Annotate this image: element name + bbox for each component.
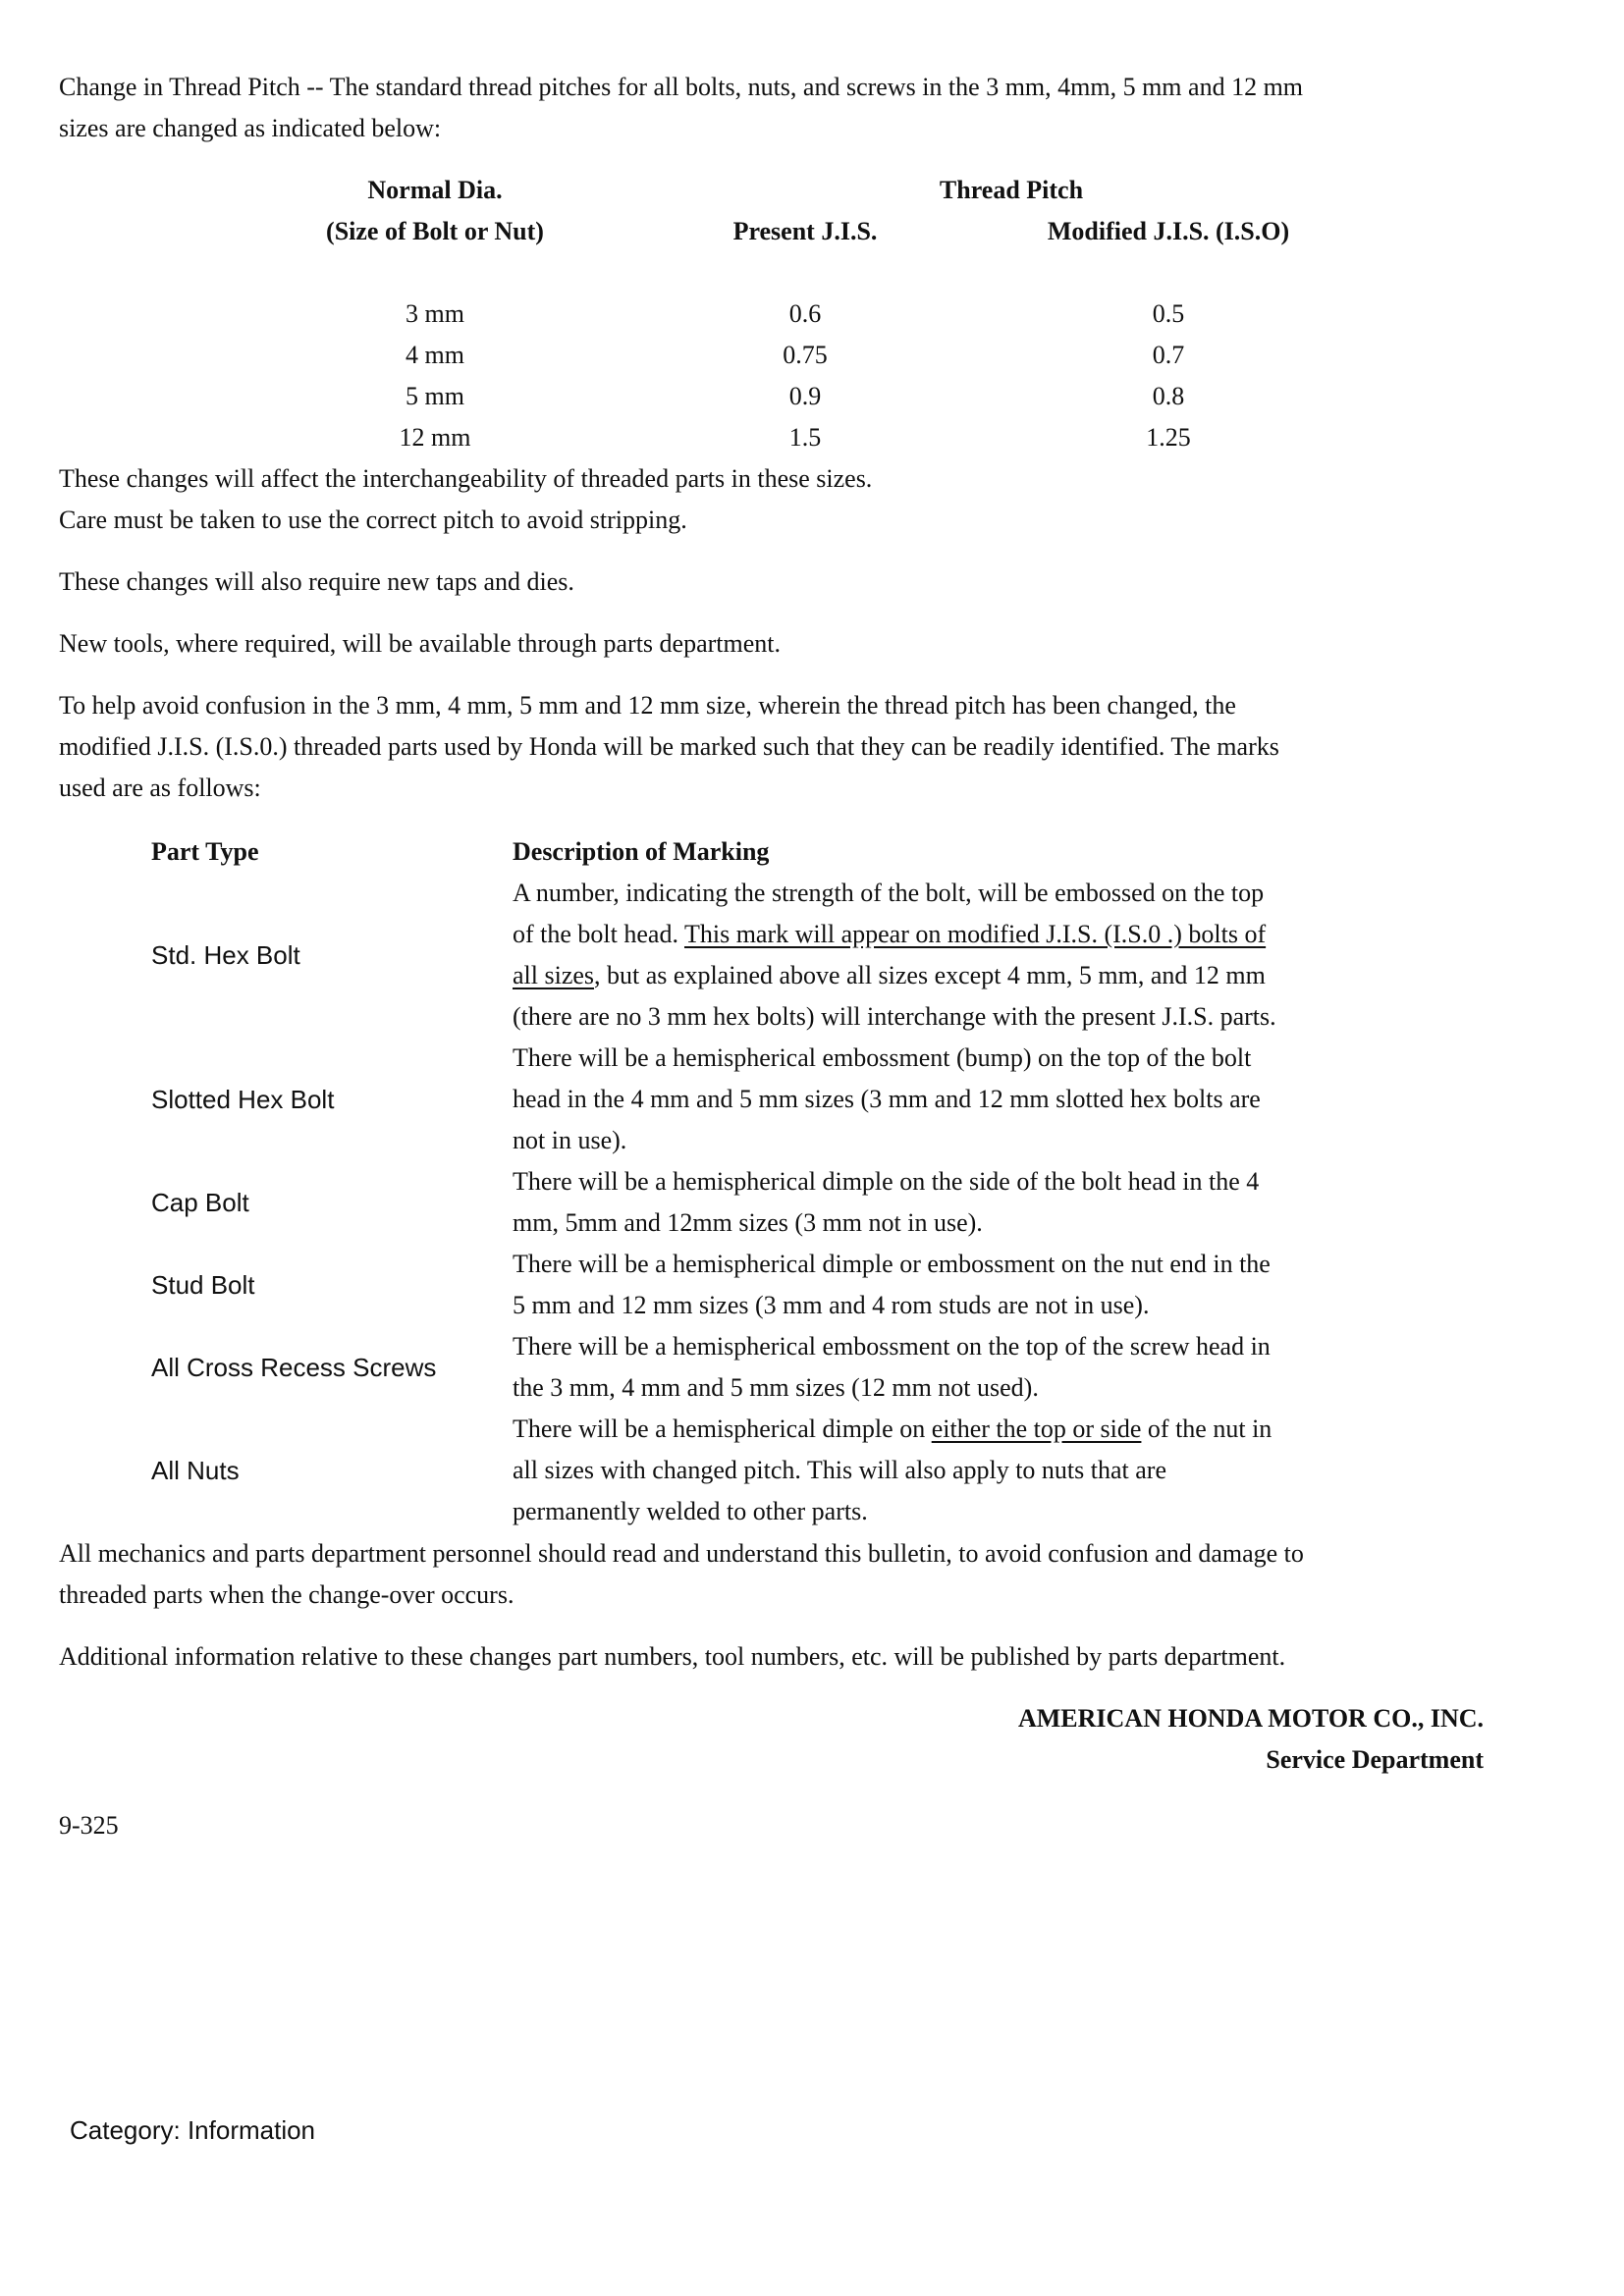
interchange-line-1: These changes will affect the interchangeability of threaded parts in these sizes.	[59, 464, 873, 493]
intro-paragraph	[59, 67, 1492, 149]
desc-text: There will be a hemispherical dimple on	[513, 1415, 932, 1443]
col-header-present-jis: Present J.I.S.	[732, 217, 878, 245]
marking-description	[513, 873, 1396, 1038]
desc-line: 5 mm and 12 mm sizes (3 mm and 4 rom studs are not in use).	[513, 1291, 1150, 1319]
desc-line: There will be a hemispherical dimple on the side of the bolt head in the 4	[513, 1167, 1260, 1196]
desc-line: There will be a hemispherical dimple or embossment on the nut end in the	[513, 1250, 1271, 1278]
table-row	[151, 873, 1408, 1038]
confusion-line-2: modified J.I.S. (I.S.0.) threaded parts used by Honda will be marked such that they can be readily identified. The marks	[59, 732, 1279, 761]
table-cell-present: 0.75	[783, 341, 828, 369]
desc-line: head in the 4 mm and 5 mm sizes (3 mm and 12 mm slotted hex bolts are	[513, 1085, 1261, 1113]
table-cell-modified: 0.5	[1152, 299, 1185, 328]
part-type: Stud Bolt	[151, 1270, 255, 1300]
desc-line: mm, 5mm and 12mm sizes (3 mm not in use).	[513, 1208, 983, 1237]
desc-line: all sizes with changed pitch. This will also apply to nuts that are	[513, 1456, 1166, 1484]
confusion-line-3: used are as follows:	[59, 774, 261, 802]
table-row	[151, 1038, 1408, 1161]
col-header-normal-dia: Normal Dia.	[367, 176, 503, 204]
desc-line	[513, 914, 1396, 955]
part-type: Std. Hex Bolt	[151, 940, 300, 970]
table-cell-modified: 0.7	[1152, 341, 1185, 369]
mechanics-line-1: All mechanics and parts department personnel should read and understand this bulletin, to avoid confusion and damage to	[59, 1539, 1304, 1568]
table-cell-modified: 1.25	[1146, 423, 1191, 452]
table-cell-size: 5 mm	[406, 382, 464, 410]
desc-text: of the nut in	[1141, 1415, 1272, 1443]
part-type: All Nuts	[151, 1456, 240, 1485]
desc-line: There will be a hemispherical embossment (bump) on the top of the bolt	[513, 1043, 1252, 1072]
part-type: All Cross Recess Screws	[151, 1353, 437, 1382]
desc-underlined-text: This mark will appear on modified J.I.S. (I.S.0 .) bolts of	[683, 920, 1267, 948]
group-header-thread-pitch: Thread Pitch	[939, 176, 1084, 204]
desc-line	[513, 955, 1396, 996]
header-part-type: Part Type	[151, 837, 259, 866]
desc-line: permanently welded to other parts.	[513, 1497, 868, 1525]
desc-line: A number, indicating the strength of the bolt, will be embossed on the top	[513, 879, 1265, 907]
table-row	[151, 1244, 1408, 1326]
mechanics-paragraph	[59, 1533, 1492, 1616]
desc-line: (there are no 3 mm hex bolts) will interchange with the present J.I.S. parts.	[513, 1002, 1276, 1031]
thread-pitch-table	[59, 170, 1492, 458]
table-cell-present: 1.5	[788, 423, 822, 452]
table-cell-size: 3 mm	[406, 299, 464, 328]
marking-description	[513, 1326, 1396, 1409]
col-header-modified-jis: Modified J.I.S. (I.S.O)	[1047, 217, 1290, 245]
desc-text: of the bolt head.	[513, 920, 684, 948]
intro-line-2: sizes are changed as indicated below:	[59, 114, 442, 142]
marking-description	[513, 1244, 1396, 1326]
table-cell-size: 12 mm	[399, 423, 471, 452]
taps-paragraph: These changes will also require new taps and dies.	[59, 567, 574, 596]
intro-line-1: Change in Thread Pitch -- The standard thread pitches for all bolts, nuts, and screws in the 3 mm, 4mm, 5 mm and 12 mm	[59, 73, 1304, 101]
confusion-line-1: To help avoid confusion in the 3 mm, 4 mm, 5 mm and 12 mm size, wherein the thread pitch has been changed, the	[59, 691, 1236, 720]
part-type: Slotted Hex Bolt	[151, 1085, 335, 1114]
table-cell-present: 0.9	[788, 382, 822, 410]
table-cell-present: 0.6	[788, 299, 822, 328]
desc-line: not in use).	[513, 1126, 627, 1154]
marking-table	[151, 831, 1408, 1532]
category-label: Category: Information	[70, 2115, 316, 2145]
interchange-line-2: Care must be taken to use the correct pitch to avoid stripping.	[59, 506, 687, 534]
marking-description	[513, 1038, 1396, 1161]
desc-line: the 3 mm, 4 mm and 5 mm sizes (12 mm not used).	[513, 1373, 1039, 1402]
page-number: 9-325	[59, 1811, 119, 1840]
confusion-paragraph	[59, 685, 1492, 809]
desc-text: , but as explained above all sizes except 4 mm, 5 mm, and 12 mm	[594, 961, 1266, 989]
marking-description	[513, 1161, 1396, 1244]
desc-underlined-text: all sizes	[513, 961, 595, 989]
marking-description	[513, 1409, 1396, 1532]
part-type: Cap Bolt	[151, 1188, 249, 1217]
table-row	[151, 1326, 1408, 1409]
signature-company: AMERICAN HONDA MOTOR CO., INC.	[1017, 1704, 1484, 1733]
signature-department: Service Department	[1266, 1745, 1484, 1774]
table-cell-modified: 0.8	[1152, 382, 1185, 410]
table-row	[151, 1409, 1408, 1532]
desc-line	[513, 1409, 1396, 1450]
desc-underlined-text: either the top or side	[931, 1415, 1142, 1443]
header-description: Description of Marking	[513, 837, 770, 866]
interchange-paragraph	[59, 458, 1492, 541]
marking-table-header	[151, 831, 1408, 873]
additional-info-paragraph: Additional information relative to these changes part numbers, tool numbers, etc. will be published by parts department.	[59, 1642, 1286, 1671]
tools-paragraph: New tools, where required, will be available through parts department.	[59, 629, 781, 658]
mechanics-line-2: threaded parts when the change-over occurs.	[59, 1580, 514, 1609]
col-header-size: (Size of Bolt or Nut)	[326, 217, 544, 245]
desc-line: There will be a hemispherical embossment on the top of the screw head in	[513, 1332, 1271, 1361]
table-cell-size: 4 mm	[406, 341, 464, 369]
table-row	[151, 1161, 1408, 1244]
